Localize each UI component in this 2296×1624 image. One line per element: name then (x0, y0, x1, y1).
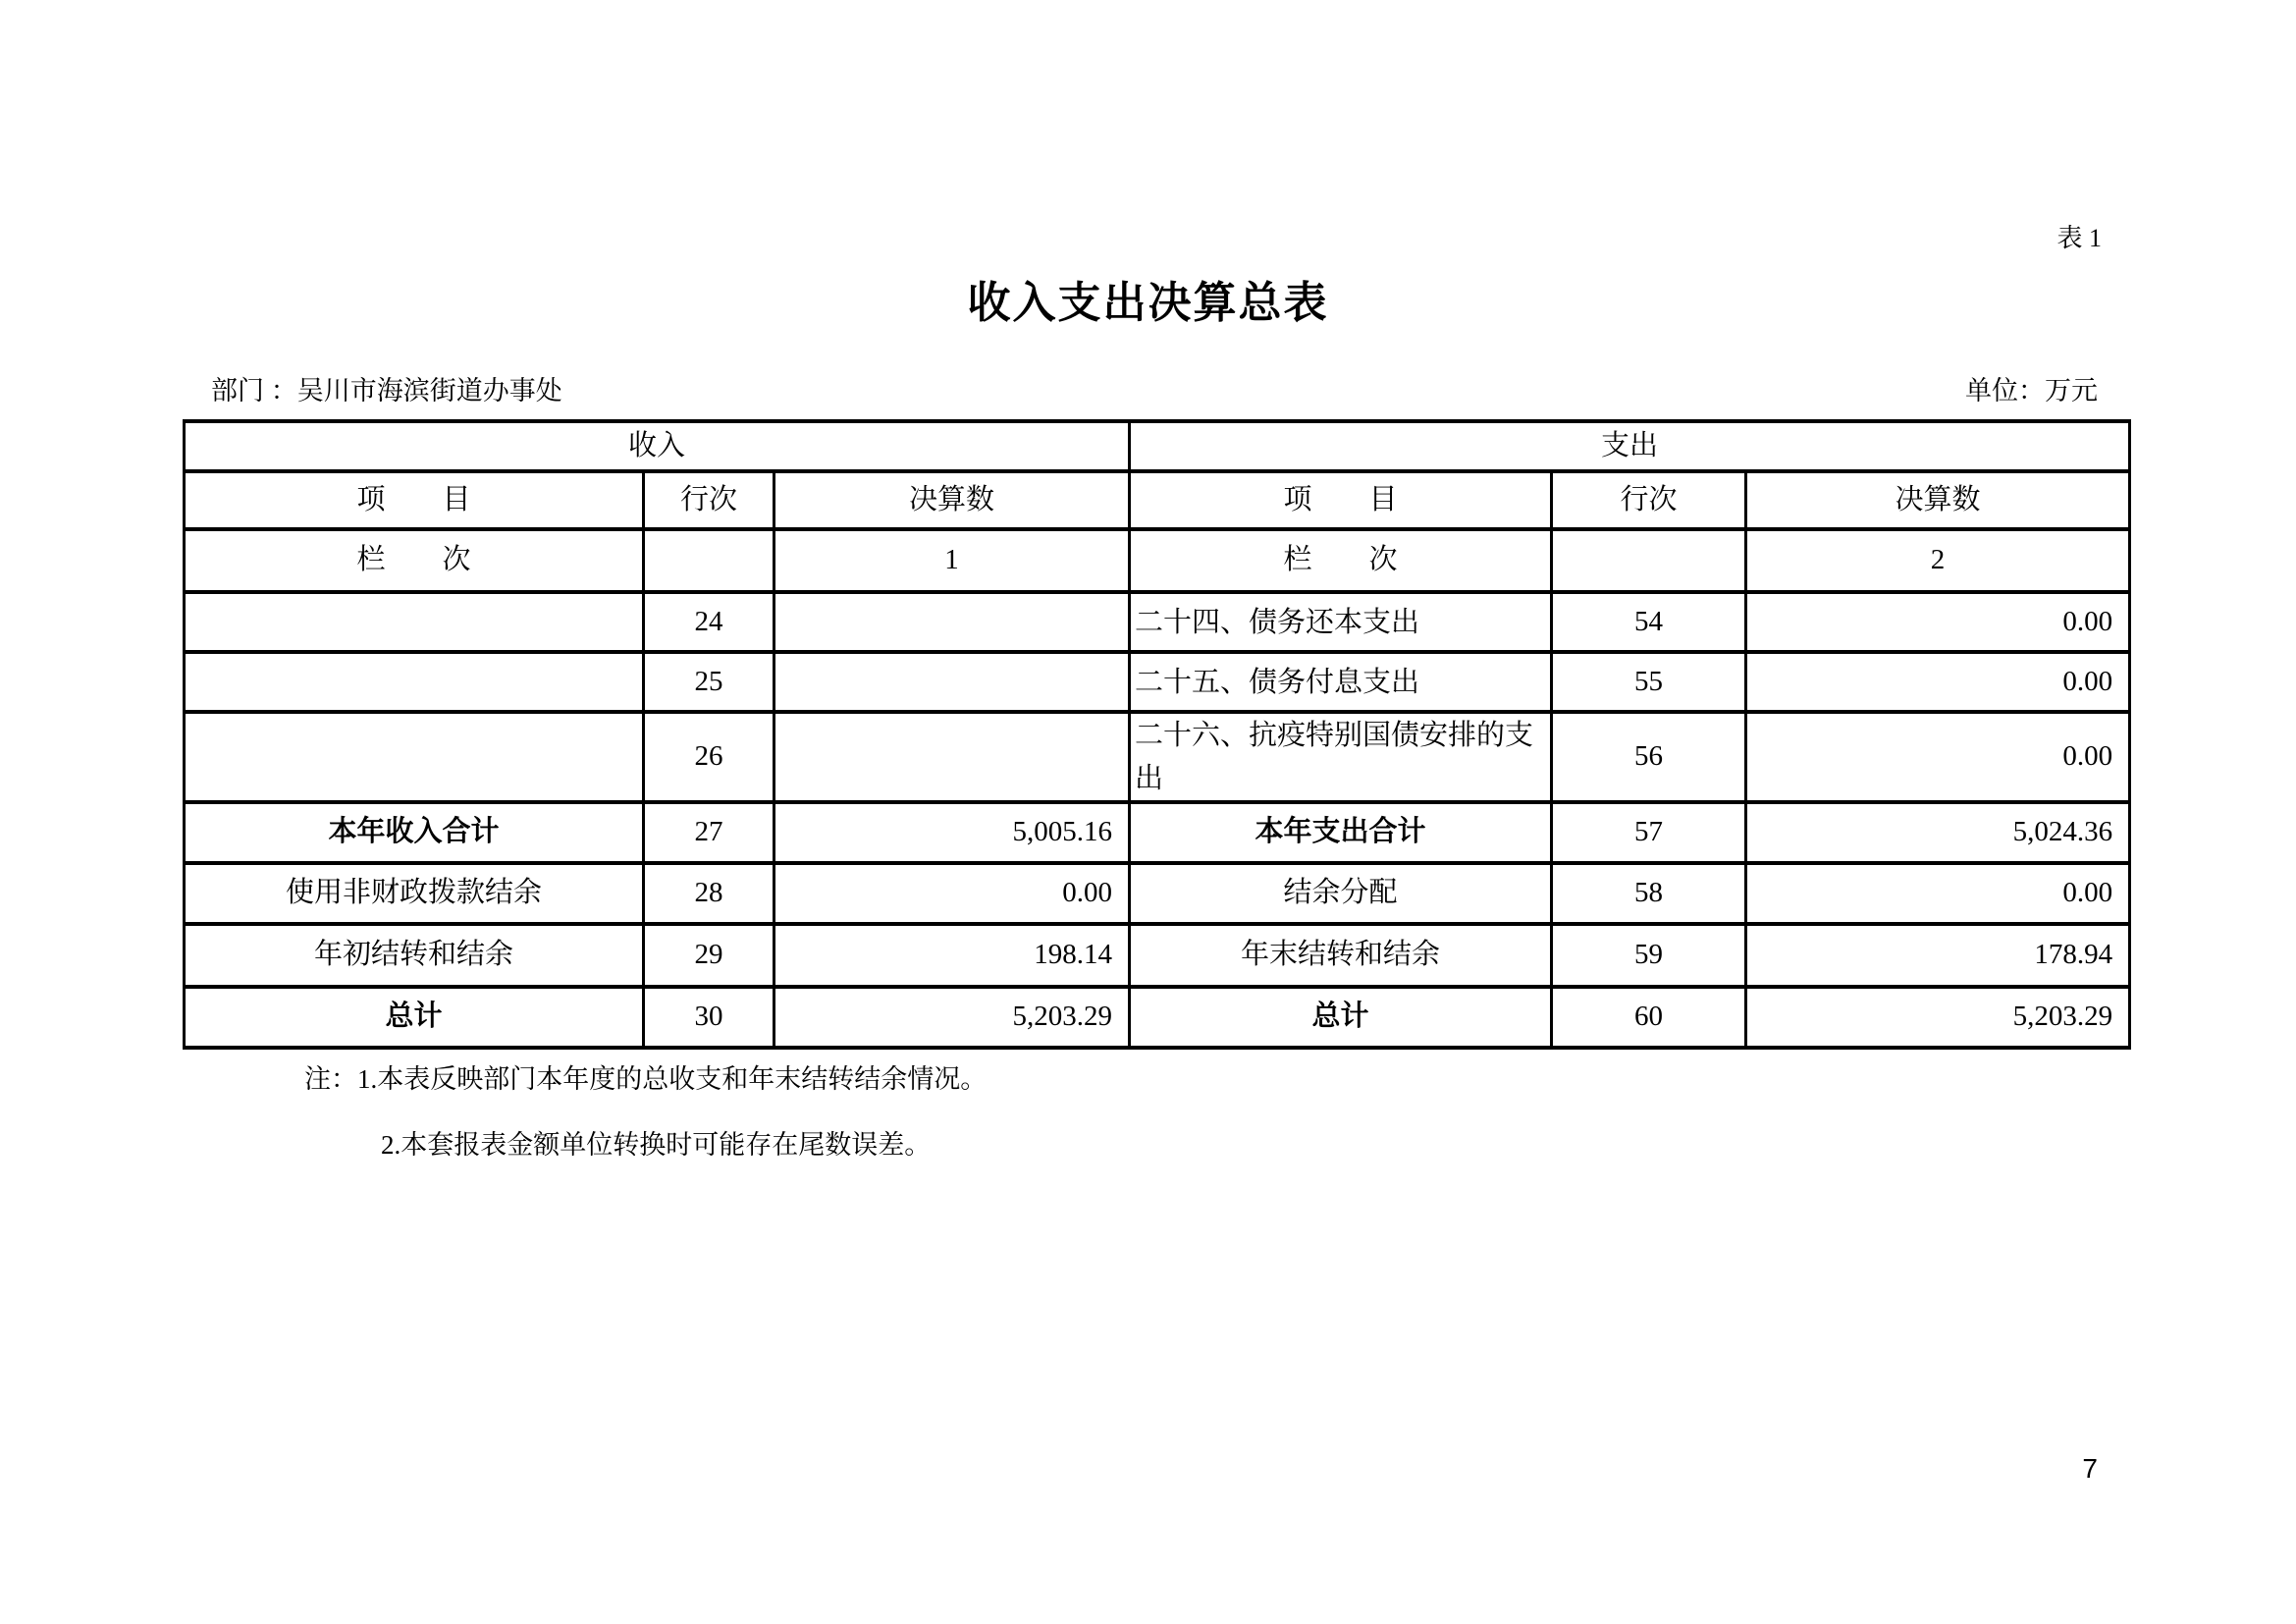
table-row (185, 924, 2130, 987)
notes-block (304, 1062, 987, 1163)
income-item-cell: 使用非财政拨款结余 (185, 863, 644, 924)
page-title: 收入支出决算总表 (967, 279, 1329, 327)
expense-item-cell: 总计 (1130, 987, 1552, 1048)
expense-amount-cell: 0.00 (1746, 652, 2130, 712)
income-section-header: 收入 (185, 421, 1130, 471)
note-line-1: 注：1.本表反映部门本年度的总收支和年末结转结余情况。 (304, 1064, 988, 1094)
index-blank-expense (1552, 529, 1746, 592)
table-tag: 表 1 (2056, 224, 2102, 252)
expense-rowno-cell: 59 (1552, 924, 1746, 987)
income-amount-cell: 0.00 (774, 863, 1130, 924)
expense-item-cell: 二十四、债务还本支出 (1130, 592, 1552, 652)
table-row (185, 592, 2130, 652)
income-amount-cell: 198.14 (774, 924, 1130, 987)
table-row (185, 987, 2130, 1048)
income-amount-cell (774, 652, 1130, 712)
final-accounts-table (183, 419, 2131, 1050)
index-label-income: 栏 次 (185, 529, 644, 592)
expense-amount-cell: 0.00 (1746, 712, 2130, 802)
income-item-cell: 年初结转和结余 (185, 924, 644, 987)
department-label: 部门 ：吴川市海滨街道办事处 (211, 376, 562, 406)
table-row (185, 863, 2130, 924)
expense-rowno-cell: 54 (1552, 592, 1746, 652)
table-row (185, 652, 2130, 712)
income-amount-cell: 5,005.16 (774, 802, 1130, 863)
income-item-cell (185, 712, 644, 802)
expense-amount-cell: 5,203.29 (1746, 987, 2130, 1048)
expense-item-cell: 结余分配 (1130, 863, 1552, 924)
table-row (185, 712, 2130, 802)
expense-item-cell: 年末结转和结余 (1130, 924, 1552, 987)
expense-amount-cell: 0.00 (1746, 863, 2130, 924)
index-label-expense: 栏 次 (1130, 529, 1552, 592)
income-amount-header: 决算数 (774, 471, 1130, 529)
income-rowno-cell: 25 (644, 652, 774, 712)
income-item-header: 项 目 (185, 471, 644, 529)
expense-amount-header: 决算数 (1746, 471, 2130, 529)
expense-rowno-cell: 60 (1552, 987, 1746, 1048)
expense-amount-cell: 178.94 (1746, 924, 2130, 987)
expense-column-number: 2 (1746, 529, 2130, 592)
income-item-cell (185, 652, 644, 712)
income-amount-cell (774, 712, 1130, 802)
meta-row (211, 369, 2098, 407)
income-rowno-cell: 30 (644, 987, 774, 1048)
income-rowno-header: 行次 (644, 471, 774, 529)
expense-amount-cell: 0.00 (1746, 592, 2130, 652)
note-line-2: 2.本套报表金额单位转换时可能存在尾数误差。 (381, 1130, 932, 1161)
expense-rowno-cell: 55 (1552, 652, 1746, 712)
column-header-row (185, 471, 2130, 529)
expense-rowno-cell: 58 (1552, 863, 1746, 924)
expense-section-header: 支出 (1130, 421, 2130, 471)
section-header-row (185, 421, 2130, 471)
income-column-number: 1 (774, 529, 1130, 592)
income-rowno-cell: 24 (644, 592, 774, 652)
income-item-cell: 本年收入合计 (185, 802, 644, 863)
unit-label: 单位：万元 (1965, 376, 2098, 406)
income-rowno-cell: 27 (644, 802, 774, 863)
income-rowno-cell: 28 (644, 863, 774, 924)
expense-item-cell: 二十六、抗疫特别国债安排的支出 (1130, 712, 1552, 802)
expense-rowno-cell: 57 (1552, 802, 1746, 863)
column-index-row (185, 529, 2130, 592)
income-rowno-cell: 29 (644, 924, 774, 987)
income-amount-cell (774, 592, 1130, 652)
page-number: 7 (2082, 1453, 2098, 1484)
expense-amount-cell: 5,024.36 (1746, 802, 2130, 863)
expense-item-header: 项 目 (1130, 471, 1552, 529)
expense-item-cell: 二十五、债务付息支出 (1130, 652, 1552, 712)
table-row (185, 802, 2130, 863)
expense-rowno-header: 行次 (1552, 471, 1746, 529)
income-item-cell: 总计 (185, 987, 644, 1048)
income-amount-cell: 5,203.29 (774, 987, 1130, 1048)
income-rowno-cell: 26 (644, 712, 774, 802)
index-blank-income (644, 529, 774, 592)
expense-rowno-cell: 56 (1552, 712, 1746, 802)
income-item-cell (185, 592, 644, 652)
expense-item-cell: 本年支出合计 (1130, 802, 1552, 863)
